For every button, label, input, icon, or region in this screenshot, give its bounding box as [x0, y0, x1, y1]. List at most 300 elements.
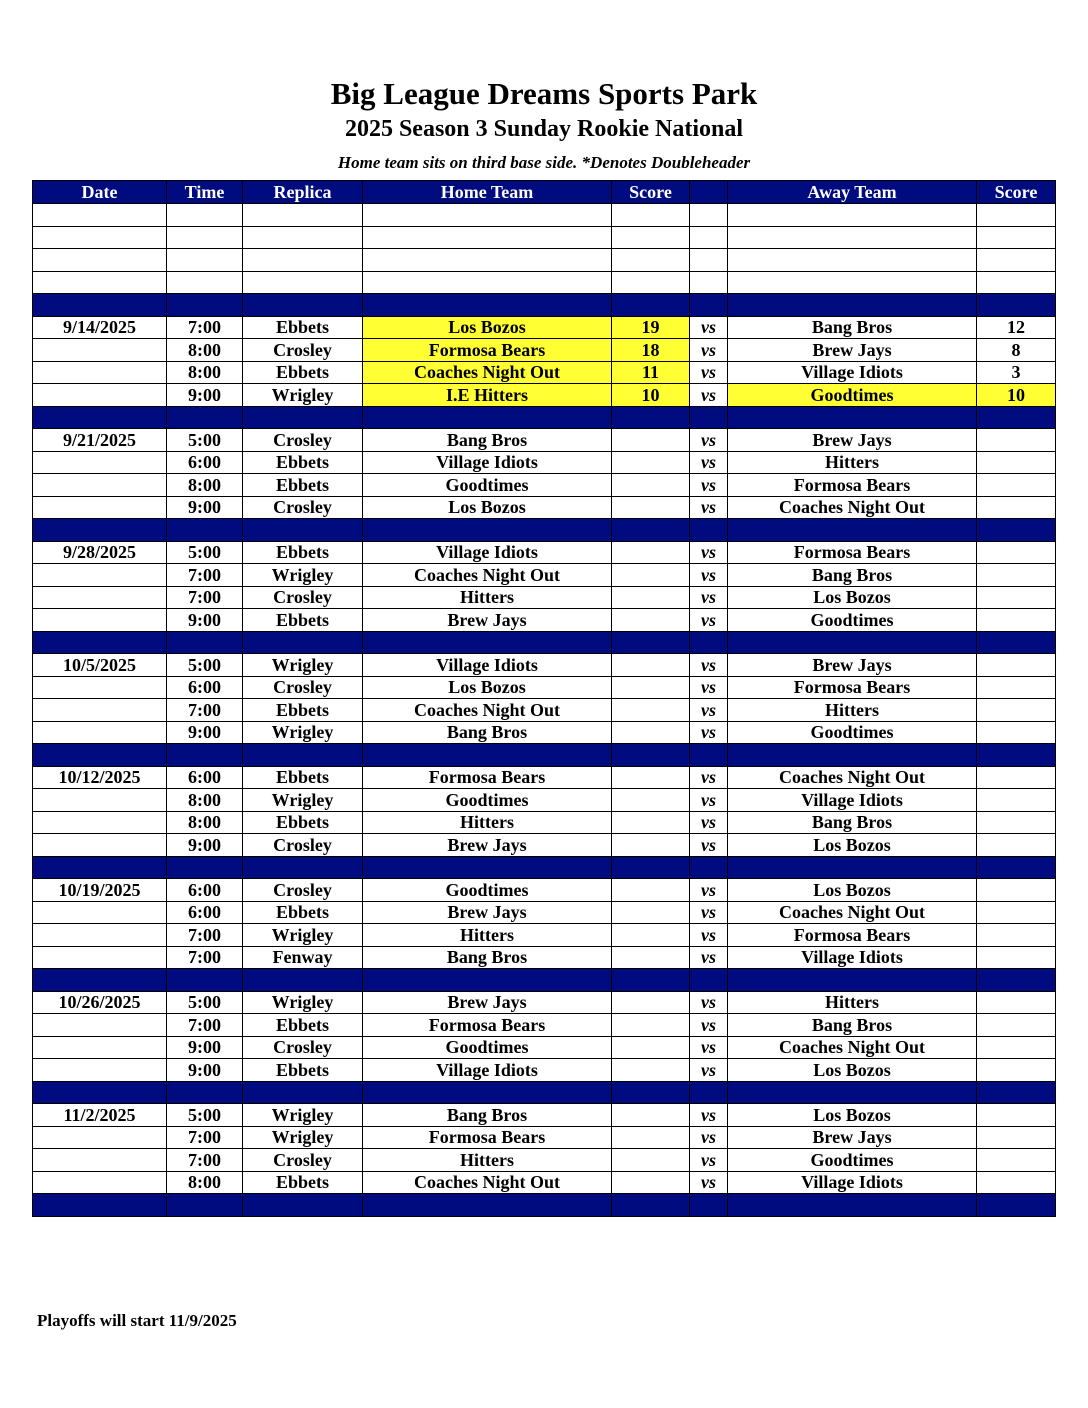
away-score-cell	[977, 451, 1056, 474]
time-cell: 8:00	[167, 789, 243, 812]
schedule-body	[33, 204, 1056, 1217]
home-team-cell: Formosa Bears	[363, 766, 612, 789]
time-cell: 8:00	[167, 474, 243, 497]
game-row	[33, 879, 1056, 902]
home-team-cell: Brew Jays	[363, 609, 612, 632]
game-row	[33, 721, 1056, 744]
page-title: Big League Dreams Sports Park	[330, 76, 758, 111]
away-team-cell: Los Bozos	[728, 879, 977, 902]
date-cell	[33, 564, 167, 587]
away-score-cell	[977, 1104, 1056, 1127]
replica-cell: Wrigley	[243, 1126, 363, 1149]
replica-cell: Crosley	[243, 586, 363, 609]
schedule-table	[32, 180, 1056, 1217]
page-note: Home team sits on third base side. *Denotes Doubleheader	[337, 153, 751, 172]
home-team-cell: Formosa Bears	[363, 1126, 612, 1149]
time-cell: 6:00	[167, 879, 243, 902]
time-cell: 8:00	[167, 361, 243, 384]
separator-row	[33, 406, 1056, 429]
time-cell: 6:00	[167, 901, 243, 924]
away-team-cell: Village Idiots	[728, 1171, 977, 1194]
home-team-cell: Brew Jays	[363, 834, 612, 857]
home-team-cell: Hitters	[363, 586, 612, 609]
game-row	[33, 1171, 1056, 1194]
away-team-cell: Goodtimes	[728, 384, 977, 407]
time-cell: 6:00	[167, 766, 243, 789]
replica-cell: Ebbets	[243, 609, 363, 632]
home-team-cell: Brew Jays	[363, 901, 612, 924]
away-team-cell: Coaches Night Out	[728, 1036, 977, 1059]
replica-cell: Crosley	[243, 676, 363, 699]
away-team-cell: Village Idiots	[728, 946, 977, 969]
date-cell	[33, 451, 167, 474]
col-header-time: Time	[167, 181, 243, 204]
home-score-cell	[612, 451, 690, 474]
away-score-cell	[977, 811, 1056, 834]
game-row	[33, 1059, 1056, 1082]
game-row	[33, 699, 1056, 722]
date-cell: 9/28/2025	[33, 541, 167, 564]
home-score-cell: 10	[612, 384, 690, 407]
home-score-cell	[612, 609, 690, 632]
replica-cell: Fenway	[243, 946, 363, 969]
replica-cell: Ebbets	[243, 316, 363, 339]
time-cell: 9:00	[167, 721, 243, 744]
home-score-cell	[612, 1059, 690, 1082]
date-cell	[33, 721, 167, 744]
date-cell	[33, 699, 167, 722]
home-team-cell: I.E Hitters	[363, 384, 612, 407]
header-row	[33, 181, 1056, 204]
vs-cell: vs	[690, 541, 728, 564]
time-cell: 9:00	[167, 1036, 243, 1059]
home-score-cell	[612, 429, 690, 452]
col-header-vs	[690, 181, 728, 204]
away-team-cell: Village Idiots	[728, 789, 977, 812]
home-team-cell: Coaches Night Out	[363, 564, 612, 587]
away-score-cell: 10	[977, 384, 1056, 407]
replica-cell: Wrigley	[243, 384, 363, 407]
date-cell: 9/21/2025	[33, 429, 167, 452]
game-row	[33, 339, 1056, 362]
vs-cell: vs	[690, 384, 728, 407]
time-cell: 9:00	[167, 496, 243, 519]
separator-row	[33, 969, 1056, 992]
home-team-cell: Goodtimes	[363, 789, 612, 812]
time-cell: 7:00	[167, 1014, 243, 1037]
date-cell	[33, 901, 167, 924]
away-score-cell	[977, 541, 1056, 564]
away-score-cell	[977, 564, 1056, 587]
vs-cell: vs	[690, 496, 728, 519]
replica-cell: Crosley	[243, 1149, 363, 1172]
date-cell: 10/26/2025	[33, 991, 167, 1014]
vs-cell: vs	[690, 1036, 728, 1059]
blank-row	[33, 271, 1056, 294]
away-score-cell: 12	[977, 316, 1056, 339]
away-team-cell: Formosa Bears	[728, 541, 977, 564]
vs-cell: vs	[690, 339, 728, 362]
vs-cell: vs	[690, 766, 728, 789]
game-row	[33, 1104, 1056, 1127]
replica-cell: Ebbets	[243, 474, 363, 497]
home-team-cell: Los Bozos	[363, 316, 612, 339]
home-score-cell	[612, 991, 690, 1014]
away-team-cell: Los Bozos	[728, 1059, 977, 1082]
away-score-cell	[977, 474, 1056, 497]
away-score-cell	[977, 1059, 1056, 1082]
replica-cell: Wrigley	[243, 991, 363, 1014]
time-cell: 9:00	[167, 834, 243, 857]
home-score-cell: 11	[612, 361, 690, 384]
date-cell: 10/5/2025	[33, 654, 167, 677]
away-score-cell	[977, 946, 1056, 969]
time-cell: 9:00	[167, 384, 243, 407]
game-row	[33, 1036, 1056, 1059]
date-cell	[33, 834, 167, 857]
replica-cell: Ebbets	[243, 811, 363, 834]
vs-cell: vs	[690, 1126, 728, 1149]
time-cell: 6:00	[167, 451, 243, 474]
away-team-cell: Formosa Bears	[728, 676, 977, 699]
home-score-cell	[612, 676, 690, 699]
home-team-cell: Goodtimes	[363, 474, 612, 497]
away-score-cell	[977, 429, 1056, 452]
home-score-cell	[612, 474, 690, 497]
replica-cell: Crosley	[243, 339, 363, 362]
time-cell: 9:00	[167, 1059, 243, 1082]
vs-cell: vs	[690, 1014, 728, 1037]
date-cell	[33, 1014, 167, 1037]
home-team-cell: Coaches Night Out	[363, 361, 612, 384]
home-score-cell	[612, 1014, 690, 1037]
home-score-cell	[612, 1104, 690, 1127]
away-team-cell: Brew Jays	[728, 339, 977, 362]
home-score-cell	[612, 699, 690, 722]
date-cell	[33, 946, 167, 969]
away-team-cell: Bang Bros	[728, 564, 977, 587]
game-row	[33, 541, 1056, 564]
separator-row	[33, 856, 1056, 879]
away-score-cell	[977, 1014, 1056, 1037]
home-score-cell	[612, 1036, 690, 1059]
home-team-cell: Village Idiots	[363, 1059, 612, 1082]
replica-cell: Wrigley	[243, 924, 363, 947]
away-score-cell	[977, 676, 1056, 699]
away-team-cell: Bang Bros	[728, 1014, 977, 1037]
away-score-cell	[977, 721, 1056, 744]
home-score-cell	[612, 879, 690, 902]
time-cell: 5:00	[167, 654, 243, 677]
col-header-away-score: Score	[977, 181, 1056, 204]
vs-cell: vs	[690, 789, 728, 812]
away-score-cell	[977, 834, 1056, 857]
replica-cell: Crosley	[243, 496, 363, 519]
separator-row	[33, 1081, 1056, 1104]
home-score-cell	[612, 564, 690, 587]
home-score-cell	[612, 1149, 690, 1172]
away-team-cell: Hitters	[728, 991, 977, 1014]
date-cell	[33, 1036, 167, 1059]
vs-cell: vs	[690, 1059, 728, 1082]
game-row	[33, 316, 1056, 339]
home-team-cell: Los Bozos	[363, 496, 612, 519]
replica-cell: Ebbets	[243, 901, 363, 924]
away-team-cell: Formosa Bears	[728, 474, 977, 497]
away-score-cell	[977, 496, 1056, 519]
away-score-cell	[977, 586, 1056, 609]
time-cell: 5:00	[167, 991, 243, 1014]
home-score-cell	[612, 946, 690, 969]
game-row	[33, 474, 1056, 497]
game-row	[33, 1149, 1056, 1172]
replica-cell: Wrigley	[243, 721, 363, 744]
game-row	[33, 496, 1056, 519]
vs-cell: vs	[690, 1171, 728, 1194]
game-row	[33, 361, 1056, 384]
replica-cell: Wrigley	[243, 789, 363, 812]
replica-cell: Crosley	[243, 429, 363, 452]
home-score-cell	[612, 654, 690, 677]
home-team-cell: Village Idiots	[363, 654, 612, 677]
home-team-cell: Coaches Night Out	[363, 699, 612, 722]
date-cell	[33, 1171, 167, 1194]
time-cell: 7:00	[167, 564, 243, 587]
game-row	[33, 766, 1056, 789]
time-cell: 7:00	[167, 924, 243, 947]
time-cell: 5:00	[167, 541, 243, 564]
time-cell: 7:00	[167, 1149, 243, 1172]
home-team-cell: Goodtimes	[363, 879, 612, 902]
game-row	[33, 811, 1056, 834]
away-team-cell: Village Idiots	[728, 361, 977, 384]
replica-cell: Wrigley	[243, 1104, 363, 1127]
vs-cell: vs	[690, 1149, 728, 1172]
away-team-cell: Goodtimes	[728, 609, 977, 632]
date-cell	[33, 609, 167, 632]
time-cell: 7:00	[167, 586, 243, 609]
page-subtitle: 2025 Season 3 Sunday Rookie National	[344, 116, 744, 142]
vs-cell: vs	[690, 676, 728, 699]
away-score-cell	[977, 991, 1056, 1014]
vs-cell: vs	[690, 699, 728, 722]
date-cell	[33, 1149, 167, 1172]
separator-row	[33, 519, 1056, 542]
away-team-cell: Brew Jays	[728, 429, 977, 452]
home-team-cell: Hitters	[363, 811, 612, 834]
date-cell: 10/19/2025	[33, 879, 167, 902]
away-score-cell: 8	[977, 339, 1056, 362]
time-cell: 6:00	[167, 676, 243, 699]
home-team-cell: Hitters	[363, 924, 612, 947]
game-row	[33, 564, 1056, 587]
date-cell	[33, 474, 167, 497]
away-score-cell	[977, 789, 1056, 812]
vs-cell: vs	[690, 451, 728, 474]
date-cell	[33, 586, 167, 609]
away-team-cell: Brew Jays	[728, 1126, 977, 1149]
time-cell: 5:00	[167, 1104, 243, 1127]
vs-cell: vs	[690, 834, 728, 857]
away-score-cell: 3	[977, 361, 1056, 384]
date-cell	[33, 496, 167, 519]
replica-cell: Crosley	[243, 879, 363, 902]
vs-cell: vs	[690, 991, 728, 1014]
away-score-cell	[977, 609, 1056, 632]
date-cell	[33, 811, 167, 834]
replica-cell: Ebbets	[243, 451, 363, 474]
vs-cell: vs	[690, 721, 728, 744]
vs-cell: vs	[690, 879, 728, 902]
col-header-replica: Replica	[243, 181, 363, 204]
vs-cell: vs	[690, 1104, 728, 1127]
home-team-cell: Brew Jays	[363, 991, 612, 1014]
home-score-cell	[612, 766, 690, 789]
away-score-cell	[977, 879, 1056, 902]
replica-cell: Ebbets	[243, 1059, 363, 1082]
game-row	[33, 924, 1056, 947]
game-row	[33, 789, 1056, 812]
game-row	[33, 586, 1056, 609]
away-score-cell	[977, 699, 1056, 722]
time-cell: 8:00	[167, 811, 243, 834]
home-score-cell	[612, 721, 690, 744]
home-team-cell: Bang Bros	[363, 1104, 612, 1127]
game-row	[33, 451, 1056, 474]
away-team-cell: Los Bozos	[728, 1104, 977, 1127]
time-cell: 7:00	[167, 699, 243, 722]
home-score-cell	[612, 901, 690, 924]
date-cell: 9/14/2025	[33, 316, 167, 339]
time-cell: 7:00	[167, 316, 243, 339]
date-cell: 11/2/2025	[33, 1104, 167, 1127]
replica-cell: Ebbets	[243, 699, 363, 722]
replica-cell: Ebbets	[243, 541, 363, 564]
home-team-cell: Bang Bros	[363, 946, 612, 969]
game-row	[33, 654, 1056, 677]
date-cell	[33, 676, 167, 699]
replica-cell: Ebbets	[243, 1171, 363, 1194]
separator-row	[33, 744, 1056, 767]
home-team-cell: Village Idiots	[363, 541, 612, 564]
away-team-cell: Coaches Night Out	[728, 496, 977, 519]
away-team-cell: Los Bozos	[728, 586, 977, 609]
game-row	[33, 1126, 1056, 1149]
home-team-cell: Bang Bros	[363, 429, 612, 452]
home-score-cell	[612, 811, 690, 834]
away-team-cell: Hitters	[728, 699, 977, 722]
game-row	[33, 991, 1056, 1014]
home-score-cell: 18	[612, 339, 690, 362]
home-team-cell: Los Bozos	[363, 676, 612, 699]
replica-cell: Ebbets	[243, 361, 363, 384]
date-cell	[33, 1059, 167, 1082]
time-cell: 7:00	[167, 946, 243, 969]
home-team-cell: Hitters	[363, 1149, 612, 1172]
replica-cell: Ebbets	[243, 766, 363, 789]
away-score-cell	[977, 901, 1056, 924]
away-score-cell	[977, 1149, 1056, 1172]
home-score-cell	[612, 541, 690, 564]
vs-cell: vs	[690, 924, 728, 947]
time-cell: 8:00	[167, 1171, 243, 1194]
home-score-cell	[612, 834, 690, 857]
time-cell: 8:00	[167, 339, 243, 362]
home-score-cell	[612, 924, 690, 947]
game-row	[33, 901, 1056, 924]
home-team-cell: Coaches Night Out	[363, 1171, 612, 1194]
vs-cell: vs	[690, 811, 728, 834]
home-score-cell	[612, 496, 690, 519]
separator-row	[33, 1194, 1056, 1217]
away-team-cell: Hitters	[728, 451, 977, 474]
home-score-cell	[612, 789, 690, 812]
vs-cell: vs	[690, 361, 728, 384]
footer-note: Playoffs will start 11/9/2025	[37, 1311, 237, 1330]
vs-cell: vs	[690, 316, 728, 339]
blank-row	[33, 226, 1056, 249]
date-cell	[33, 789, 167, 812]
vs-cell: vs	[690, 654, 728, 677]
date-cell: 10/12/2025	[33, 766, 167, 789]
home-score-cell: 19	[612, 316, 690, 339]
away-score-cell	[977, 1036, 1056, 1059]
date-cell	[33, 924, 167, 947]
game-row	[33, 676, 1056, 699]
home-score-cell	[612, 1171, 690, 1194]
away-score-cell	[977, 1126, 1056, 1149]
replica-cell: Ebbets	[243, 1014, 363, 1037]
game-row	[33, 946, 1056, 969]
home-team-cell: Village Idiots	[363, 451, 612, 474]
replica-cell: Wrigley	[243, 564, 363, 587]
separator-row	[33, 294, 1056, 317]
vs-cell: vs	[690, 901, 728, 924]
time-cell: 5:00	[167, 429, 243, 452]
date-cell	[33, 361, 167, 384]
date-cell	[33, 339, 167, 362]
home-team-cell: Bang Bros	[363, 721, 612, 744]
away-team-cell: Bang Bros	[728, 316, 977, 339]
col-header-home-score: Score	[612, 181, 690, 204]
vs-cell: vs	[690, 564, 728, 587]
home-team-cell: Formosa Bears	[363, 1014, 612, 1037]
away-score-cell	[977, 654, 1056, 677]
away-team-cell: Coaches Night Out	[728, 901, 977, 924]
blank-row	[33, 204, 1056, 227]
replica-cell: Crosley	[243, 1036, 363, 1059]
time-cell: 9:00	[167, 609, 243, 632]
away-team-cell: Goodtimes	[728, 1149, 977, 1172]
home-team-cell: Formosa Bears	[363, 339, 612, 362]
home-team-cell: Goodtimes	[363, 1036, 612, 1059]
vs-cell: vs	[690, 609, 728, 632]
vs-cell: vs	[690, 474, 728, 497]
game-row	[33, 1014, 1056, 1037]
date-cell	[33, 384, 167, 407]
date-cell	[33, 1126, 167, 1149]
away-team-cell: Los Bozos	[728, 834, 977, 857]
separator-row	[33, 631, 1056, 654]
game-row	[33, 429, 1056, 452]
away-team-cell: Brew Jays	[728, 654, 977, 677]
away-team-cell: Goodtimes	[728, 721, 977, 744]
away-score-cell	[977, 924, 1056, 947]
vs-cell: vs	[690, 946, 728, 969]
col-header-home-team: Home Team	[363, 181, 612, 204]
col-header-away-team: Away Team	[728, 181, 977, 204]
vs-cell: vs	[690, 586, 728, 609]
